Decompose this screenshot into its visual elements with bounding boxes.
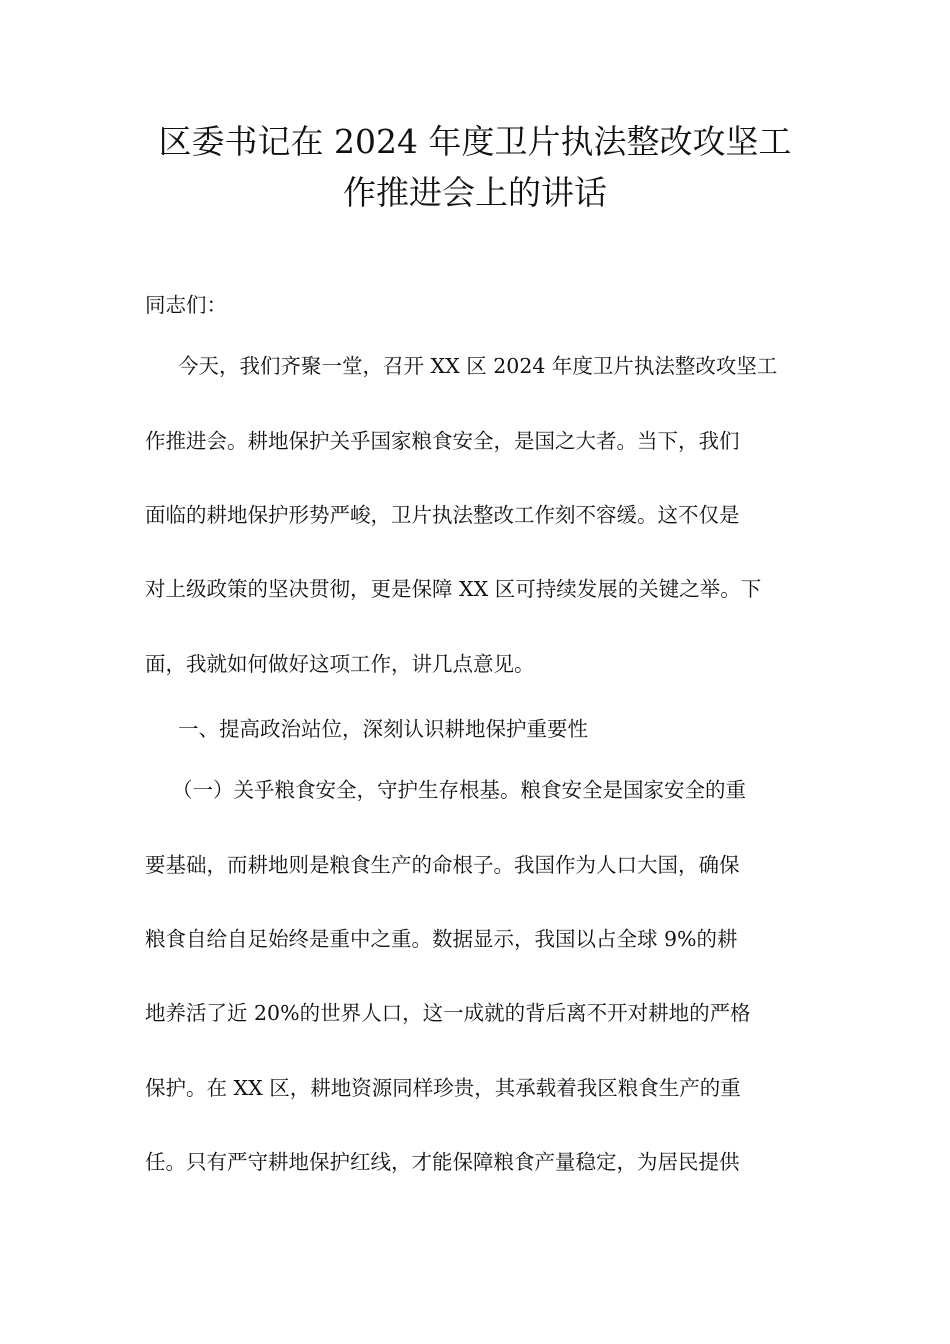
- paragraph-line: 要基础，而耕地则是粮食生产的命根子。我国作为人口大国，确保: [145, 853, 740, 877]
- section-heading: 一、提高政治站位，深刻认识耕地保护重要性: [178, 717, 588, 741]
- paragraph-line: 对上级政策的坚决贯彻，更是保障 XX 区可持续发展的关键之举。下: [145, 577, 762, 601]
- document-title-line-2: 作推进会上的讲话: [343, 173, 607, 212]
- salutation: 同志们：: [145, 293, 227, 317]
- paragraph-line: 面，我就如何做好这项工作，讲几点意见。: [145, 652, 535, 676]
- paragraph-line: 作推进会。耕地保护关乎国家粮食安全，是国之大者。当下，我们: [145, 429, 740, 453]
- paragraph-line: 保护。在 XX 区，耕地资源同样珍贵，其承载着我区粮食生产的重: [145, 1076, 741, 1100]
- paragraph-line: 面临的耕地保护形势严峻，卫片执法整改工作刻不容缓。这不仅是: [145, 503, 740, 527]
- paragraph-line: 地养活了近 20%的世界人口，这一成就的背后离不开对耕地的严格: [145, 1001, 751, 1025]
- paragraph-line: 今天，我们齐聚一堂，召开 XX 区 2024 年度卫片执法整改攻坚工: [178, 354, 778, 378]
- paragraph-line: 粮食自给自足始终是重中之重。数据显示，我国以占全球 9%的耕: [145, 927, 738, 951]
- document-title-line-1: 区委书记在 2024 年度卫片执法整改攻坚工: [158, 122, 792, 161]
- paragraph-line: 任。只有严守耕地保护红线，才能保障粮食产量稳定，为居民提供: [145, 1150, 740, 1174]
- subsection-line: （一）关乎粮食安全，守护生存根基。粮食安全是国家安全的重: [172, 778, 746, 802]
